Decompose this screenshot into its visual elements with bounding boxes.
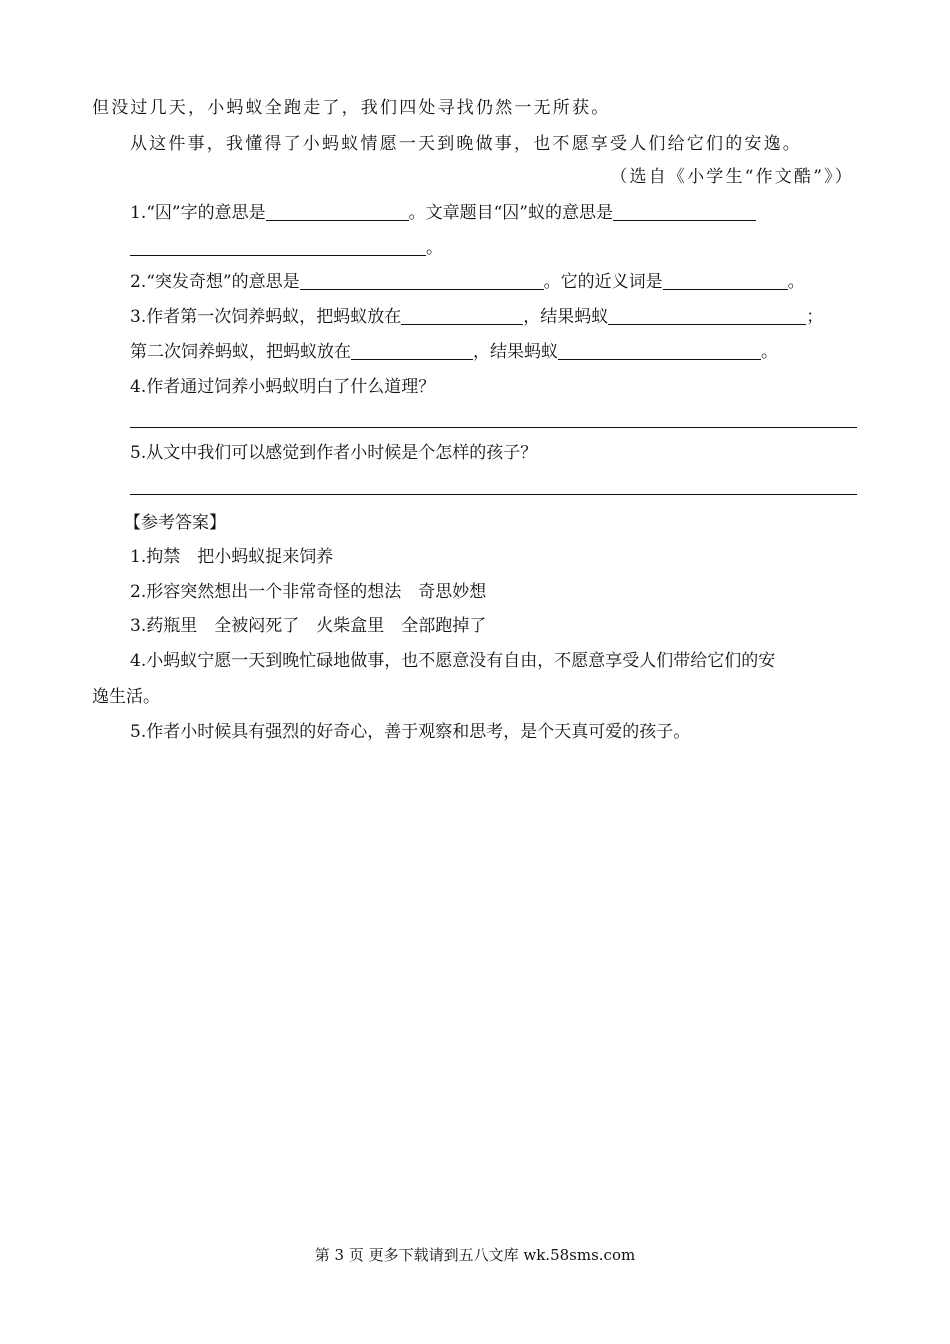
- question-2-text-a: 2.“突发奇想”的意思是: [130, 272, 300, 292]
- question-1: [130, 202, 756, 224]
- question-3-continued: [130, 341, 778, 363]
- question-3: [130, 306, 823, 328]
- answer-1: 1.拘禁 把小蚂蚁捉来饲养: [130, 547, 334, 567]
- question-2-text-b: 。它的近义词是: [543, 272, 663, 292]
- question-3-blank-4[interactable]: [558, 341, 761, 360]
- question-1-blank-3[interactable]: [130, 237, 426, 256]
- answer-2: 2.形容突然想出一个非常奇怪的想法 奇思妙想: [130, 582, 487, 602]
- question-1-text-b: 。文章题目“囚”蚁的意思是: [408, 203, 613, 223]
- question-1-end: 。: [426, 238, 443, 258]
- question-4-answer-line[interactable]: [130, 427, 857, 428]
- answer-3: 3.药瓶里 全被闷死了 火柴盒里 全部跑掉了: [130, 616, 487, 636]
- page-footer: 第 3 页 更多下载请到五八文库 wk.58sms.com: [314, 1246, 636, 1264]
- question-3-blank-1[interactable]: [401, 306, 523, 325]
- question-1-blank-2[interactable]: [613, 202, 756, 221]
- question-3-end-2: 。: [761, 342, 778, 362]
- question-1-continued: [130, 237, 443, 259]
- answer-4-line-1: 4.小蚂蚁宁愿一天到晚忙碌地做事，也不愿意没有自由，不愿意享受人们带给它们的安: [130, 651, 776, 671]
- answer-4-line-2: 逸生活。: [92, 687, 160, 707]
- question-3-text-b: ，结果蚂蚁: [523, 307, 609, 327]
- question-5: 5.从文中我们可以感觉到作者小时候是个怎样的孩子？: [130, 443, 538, 463]
- question-2: [130, 271, 805, 293]
- question-3-text-d: ，结果蚂蚁: [473, 342, 558, 362]
- question-3-text-a: 3.作者第一次饲养蚂蚁，把蚂蚁放在: [130, 307, 402, 327]
- question-5-answer-line[interactable]: [130, 494, 857, 495]
- question-4: 4.作者通过饲养小蚂蚁明白了什么道理？: [130, 377, 436, 397]
- question-2-blank-1[interactable]: [300, 271, 544, 290]
- question-1-blank-1[interactable]: [266, 202, 409, 221]
- question-1-text-a: 1.“囚”字的意思是: [130, 203, 266, 223]
- question-3-blank-2[interactable]: [608, 306, 806, 325]
- question-2-blank-2[interactable]: [663, 271, 788, 290]
- question-3-end: ；: [806, 307, 824, 327]
- answer-5: 5.作者小时候具有强烈的好奇心，善于观察和思考，是个天真可爱的孩子。: [130, 722, 691, 742]
- question-3-text-c: 第二次饲养蚂蚁，把蚂蚁放在: [130, 342, 351, 362]
- passage-line-2: 从这件事，我懂得了小蚂蚁情愿一天到晚做事，也不愿享受人们给它们的安逸。: [130, 134, 802, 154]
- passage-line-1: 但没过几天，小蚂蚁全跑走了，我们四处寻找仍然一无所获。: [92, 98, 611, 118]
- answers-heading: 【参考答案】: [124, 513, 226, 533]
- passage-source: （选自《小学生“作文酷”》）: [610, 167, 854, 187]
- question-2-end: 。: [787, 272, 805, 292]
- question-3-blank-3[interactable]: [351, 341, 473, 360]
